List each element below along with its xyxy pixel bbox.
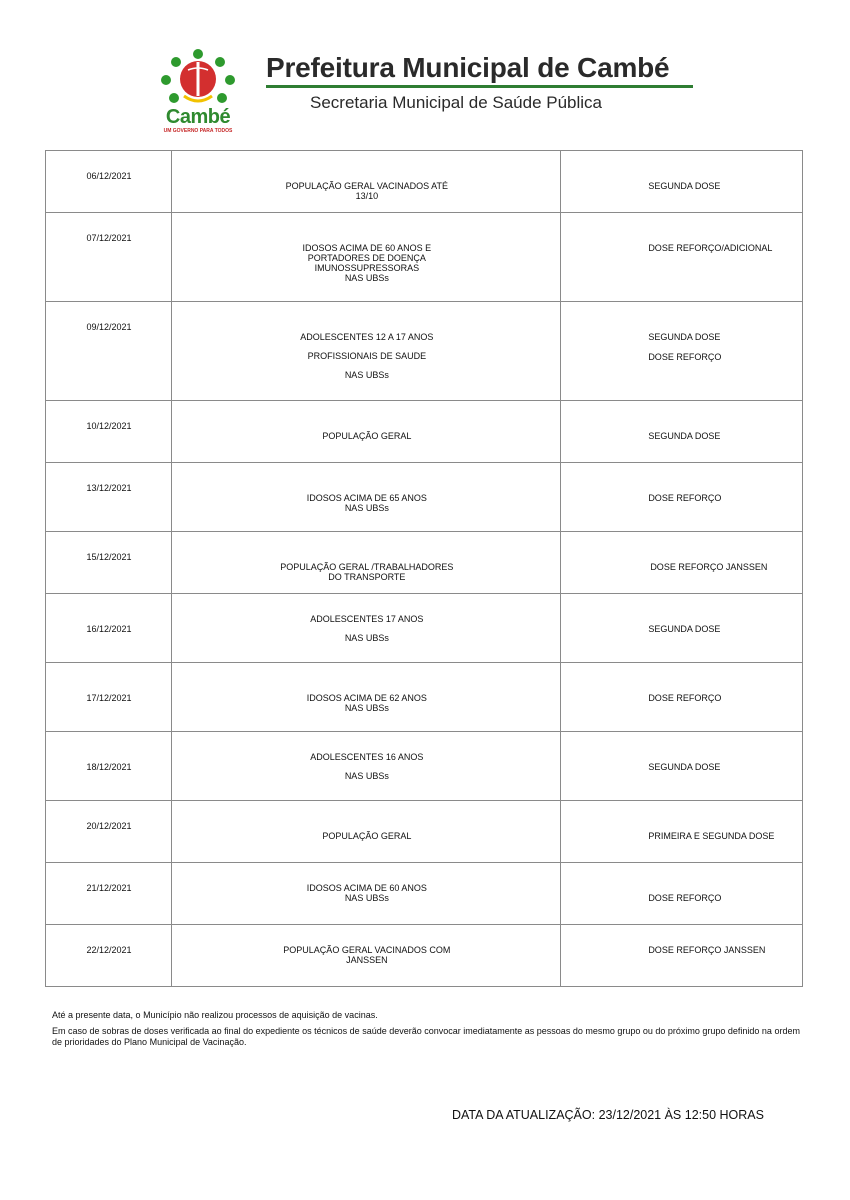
date-text: 15/12/2021 [86,552,132,562]
group-cell [171,663,560,732]
title-divider [266,85,693,88]
logo-wordmark: Cambé [165,106,231,128]
note-acquisition: Até a presente data, o Município não realizou processos de aquisição de vacinas. [52,1010,378,1020]
group-line: PROFISSIONAIS DE SAUDE [307,351,427,361]
group-line: IDOSOS ACIMA DE 62 ANOS [306,693,427,703]
vaccination-schedule-table [45,150,803,987]
date-cell [46,863,172,925]
group-line: NAS UBSs [344,893,389,903]
table-row [46,863,803,925]
date-text: 16/12/2021 [86,624,132,634]
group-line: IDOSOS ACIMA DE 65 ANOS [306,493,427,503]
group-line: 13/10 [355,191,379,201]
table-row [46,302,803,401]
table-row [46,594,803,663]
notes-section [52,1010,812,1053]
date-cell [46,732,172,801]
date-cell [46,801,172,863]
date-text: 09/12/2021 [86,322,132,332]
dose-cell [561,213,803,302]
table-row [46,401,803,463]
table-row [46,213,803,302]
group-line: PORTADORES DE DOENÇA [307,253,426,263]
date-text: 13/12/2021 [86,483,132,493]
dose-line: DOSE REFORÇO [648,493,722,503]
dose-cell [561,151,803,213]
dose-cell [561,532,803,594]
group-line: ADOLESCENTES 17 ANOS [310,614,424,624]
date-text: 06/12/2021 [86,171,132,181]
table-row [46,925,803,987]
dose-line: DOSE REFORÇO [648,352,722,362]
group-line: POPULAÇÃO GERAL [322,831,412,841]
dose-line: DOSE REFORÇO JANSSEN [650,562,768,572]
group-cell [171,302,560,401]
dose-cell [561,302,803,401]
table-row [46,532,803,594]
group-cell [171,151,560,213]
group-line: NAS UBSs [344,273,389,283]
date-text: 17/12/2021 [86,693,132,703]
date-text: 10/12/2021 [86,421,132,431]
group-line: JANSSEN [346,955,388,965]
dose-cell [561,594,803,663]
date-cell [46,532,172,594]
page-header [0,0,850,145]
group-line: IMUNOSSUPRESSORAS [314,263,420,273]
dose-line: DOSE REFORÇO [648,693,722,703]
date-cell [46,925,172,987]
dose-cell [561,401,803,463]
table-row [46,732,803,801]
group-line: POPULAÇÃO GERAL [322,431,412,441]
group-line: NAS UBSs [344,703,389,713]
dose-line: DOSE REFORÇO/ADICIONAL [648,243,773,253]
group-line: IDOSOS ACIMA DE 60 ANOS [306,883,427,893]
group-line: POPULAÇÃO GERAL /TRABALHADORES [280,562,454,572]
group-cell [171,863,560,925]
date-cell [46,663,172,732]
dose-cell [561,732,803,801]
dose-cell [561,801,803,863]
dose-line: SEGUNDA DOSE [648,624,721,634]
date-cell [46,302,172,401]
page-title: Prefeitura Municipal de Cambé [266,52,670,83]
group-cell [171,463,560,532]
logo-slogan: UM GOVERNO PARA TODOS [163,128,233,134]
group-line: NAS UBSs [344,771,389,781]
note-leftover-doses: Em caso de sobras de doses verificada ao final do expediente os técnicos de saúde deverão convocar imediatamente as pessoas do mesmo grupo ou do próximo grupo definido na ordem de prioridades do Plano Municipal de Vacinação. [52,1026,800,1047]
dose-line: PRIMEIRA E SEGUNDA DOSE [648,831,775,841]
group-line: IDOSOS ACIMA DE 60 ANOS E [302,243,432,253]
date-text: 21/12/2021 [86,883,132,893]
date-text: 07/12/2021 [86,233,132,243]
group-line: ADOLESCENTES 12 A 17 ANOS [300,332,434,342]
table-row [46,463,803,532]
page-subtitle: Secretaria Municipal de Saúde Pública [310,93,603,112]
dose-line: SEGUNDA DOSE [648,431,721,441]
group-cell [171,532,560,594]
update-timestamp: DATA DA ATUALIZAÇÃO: 23/12/2021 ÀS 12:50 HORAS [452,1108,764,1122]
dose-line: DOSE REFORÇO JANSSEN [648,945,766,955]
table-row [46,663,803,732]
group-line: ADOLESCENTES 16 ANOS [310,752,424,762]
group-cell [171,213,560,302]
dose-line: SEGUNDA DOSE [648,762,721,772]
group-line: NAS UBSs [344,633,389,643]
dose-line: SEGUNDA DOSE [648,332,721,342]
date-cell [46,151,172,213]
dose-cell [561,663,803,732]
date-cell [46,401,172,463]
dose-line: SEGUNDA DOSE [648,181,721,191]
date-text: 20/12/2021 [86,821,132,831]
group-cell [171,401,560,463]
date-cell [46,463,172,532]
table-row [46,801,803,863]
dose-cell [561,463,803,532]
dose-line: DOSE REFORÇO [648,893,722,903]
group-line: DO TRANSPORTE [328,572,406,582]
group-cell [171,732,560,801]
group-line: NAS UBSs [344,503,389,513]
date-text: 22/12/2021 [86,945,132,955]
table-row [46,151,803,213]
date-text: 18/12/2021 [86,762,132,772]
date-cell [46,594,172,663]
group-cell [171,925,560,987]
dose-cell [561,863,803,925]
date-cell [46,213,172,302]
dose-cell [561,925,803,987]
group-line: POPULAÇÃO GERAL VACINADOS COM [283,945,451,955]
group-cell [171,594,560,663]
group-cell [171,801,560,863]
group-line: POPULAÇÃO GERAL VACINADOS ATÉ [285,181,449,191]
group-line: NAS UBSs [344,370,389,380]
